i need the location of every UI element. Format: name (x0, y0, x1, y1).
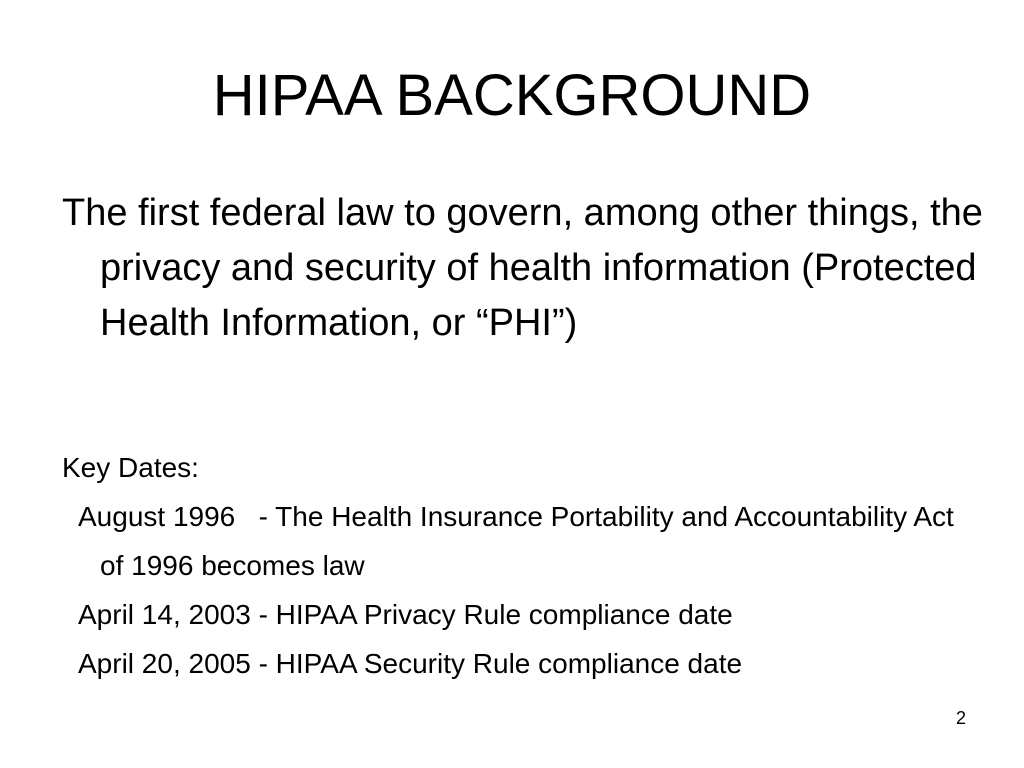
key-dates-label: Key Dates: (62, 452, 199, 483)
key-dates-section (62, 444, 962, 688)
slide-title: HIPAA BACKGROUND (212, 63, 812, 128)
page-number: 2 (955, 708, 966, 728)
key-date-item (62, 590, 962, 639)
key-date-event: - HIPAA Privacy Rule compliance date (258, 599, 733, 630)
key-date-date: April 20, 2005 (78, 648, 259, 679)
key-date-event: - HIPAA Security Rule compliance date (258, 648, 743, 679)
key-date-date: April 14, 2003 (78, 599, 259, 630)
key-date-event: - The Health Insurance Portability and Accountability Act of 1996 becomes law (100, 501, 954, 581)
key-date-item (62, 492, 962, 590)
lead-paragraph: The first federal law to govern, among other things, the privacy and security of health information (Protected Health Information, or “PHI”) (62, 192, 983, 344)
key-date-item (62, 639, 962, 688)
key-date-date: August 1996 (78, 501, 259, 532)
key-dates-list (62, 492, 962, 688)
